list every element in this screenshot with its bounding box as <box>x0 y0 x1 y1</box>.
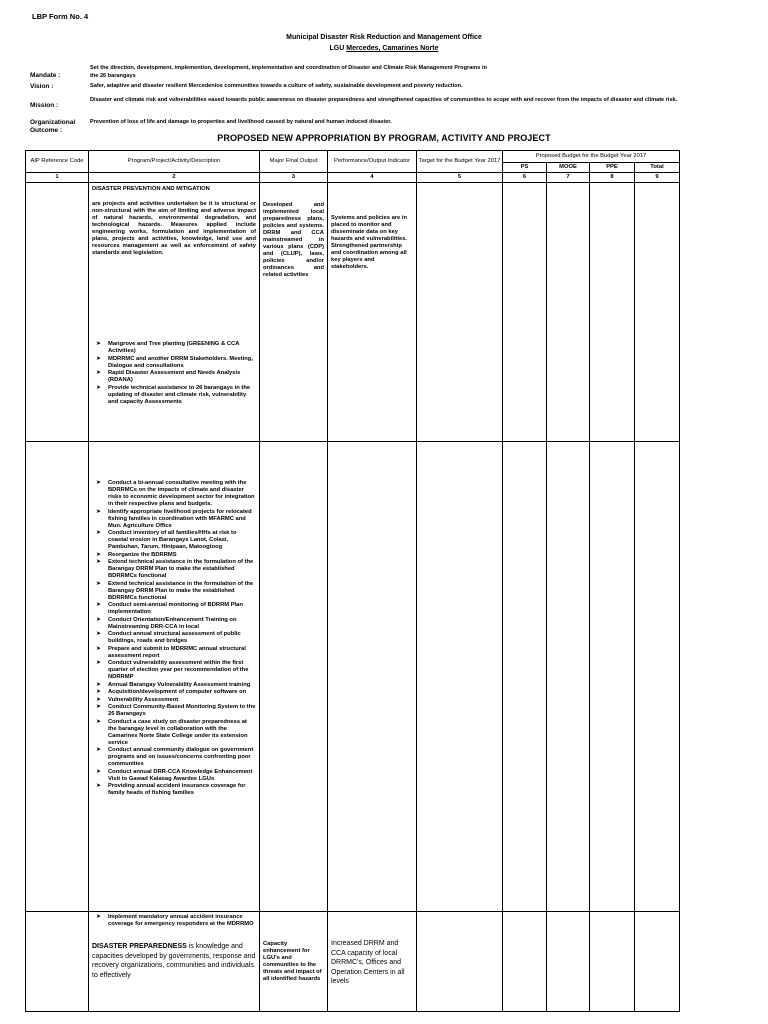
section-description: are projects and activities undertaken be it is structural or non-structural with the aim of limiting and adverse impact of natural hazards, environmental degradation, and technological hazards. Measures applied include engineering works, formulation and implementation of plans, projects and activities, knowledge, land use and resources management as well as enforcement of safety standards and legislation. <box>92 201 256 256</box>
major-output-cell <box>260 442 328 912</box>
total-cell <box>635 442 680 912</box>
arrow-bullet-icon: ➤ <box>96 914 102 920</box>
total-cell <box>635 183 680 442</box>
table-row <box>26 912 680 1012</box>
list-item: ➤ Conduct annual structural assessment of public buildings, roads and bridges <box>96 631 241 644</box>
header-major-output: Major Final Output <box>260 151 328 173</box>
header-total: Total <box>635 163 680 173</box>
list-item: ➤ Annual Barangay Vulnerability Assessment training <box>96 681 251 688</box>
col-number: 9 <box>635 173 680 183</box>
arrow-bullet-icon: ➤ <box>96 783 102 789</box>
indicator-cell: Increased DRRM and CCA capacity of local DRRMC's, Offices and Operation Centers in all levels <box>328 912 417 1012</box>
office-name: Municipal Disaster Risk Reduction and Management Office <box>286 34 482 41</box>
table-row <box>26 183 680 442</box>
list-item: ➤ Extend technical assistance in the formulation of the Barangay DRRM Plan to make the established BDRRMCs functional <box>96 559 254 579</box>
arrow-bullet-icon: ➤ <box>96 370 102 376</box>
list-item: ➤ Provide technical assistance to 26 barangays in the updating of disaster and climate risk, vulnerability and capacity Assessments <box>96 384 251 405</box>
col-number: 7 <box>547 173 590 183</box>
outcome-label-line1: Organizational <box>30 119 76 126</box>
outcome-label-line2: Outcome : <box>30 127 63 134</box>
list-item: ➤ Conduct vulnerability assessment within the first quarter of election year per recommendation of the NDRRMP <box>96 660 249 680</box>
list-item: ➤ Providing annual accident insurance coverage for family heads of fishing families <box>96 783 246 796</box>
arrow-bullet-icon: ➤ <box>96 768 102 775</box>
header-mooe: MOOE <box>547 163 590 173</box>
program-cell <box>89 912 260 1012</box>
header-budget-group: Proposed Budget for the Budget Year 2017 <box>503 151 680 163</box>
arrow-bullet-icon: ➤ <box>96 559 102 565</box>
arrow-bullet-icon: ➤ <box>96 718 102 725</box>
arrow-bullet-icon: ➤ <box>96 384 102 391</box>
target-cell <box>417 183 503 442</box>
header-program: Program/Project/Activity/Description <box>89 151 260 173</box>
header-aip-code: AIP Reference Code <box>26 151 89 173</box>
major-output-cell: Developed and implemented local preparedness plans, policies and systems. DRRM and CCA mainstreamed in various plans (CDP) and (CLUP), laws, policies and/or ordinances and related activities <box>260 183 328 442</box>
program-cell <box>89 183 260 442</box>
list-item: ➤ Mangrove and Tree planting (GREENING & CCA Activities) <box>96 341 240 354</box>
total-cell <box>635 912 680 1012</box>
mandate-label: Mandate : <box>30 72 61 79</box>
list-item: ➤ Extend technical assistance in the formulation of the Barangay DRRM Plan to make the established BDRRMCs functional <box>96 580 254 601</box>
aip-code-cell <box>26 442 89 912</box>
arrow-bullet-icon: ➤ <box>96 631 102 637</box>
mooe-cell <box>547 442 590 912</box>
list-item: ➤ Identify appropriate livelihood projects for relocated fishing families in coordination with MFARMC and Mun. Agriculture Office <box>96 508 252 529</box>
mandate-text-line2: the 26 barangays <box>90 73 136 79</box>
activity-list <box>92 914 256 928</box>
target-cell <box>417 442 503 912</box>
arrow-bullet-icon: ➤ <box>96 704 102 710</box>
list-item: ➤ Conduct Community-Based Monitoring System to the 26 Barangays <box>96 704 256 717</box>
arrow-bullet-icon: ➤ <box>96 616 102 623</box>
arrow-bullet-icon: ➤ <box>96 580 102 587</box>
list-item: ➤ Conduct Orientation/Enhancement Training on Mainstreaming DRR-CCA in local <box>96 616 237 630</box>
mooe-cell <box>547 183 590 442</box>
preparedness-text: is knowledge and capacities developed by governments, response and recovery organizations, communities and individuals to effectively <box>92 943 256 979</box>
office-header <box>0 32 768 54</box>
column-number-row <box>26 173 680 183</box>
activity-list <box>92 341 256 406</box>
arrow-bullet-icon: ➤ <box>96 660 102 666</box>
ps-cell <box>503 183 547 442</box>
arrow-bullet-icon: ➤ <box>96 681 102 688</box>
vision-label: Vision : <box>30 83 54 90</box>
section-title: DISASTER PREVENTION AND MITIGATION <box>92 186 210 192</box>
col-number: 5 <box>417 173 503 183</box>
list-item: ➤ Rapid Disaster Assessment and Needs Analysis (RDANA) <box>96 370 241 383</box>
ppe-cell <box>590 183 635 442</box>
preparedness-description <box>92 942 256 980</box>
list-item: ➤ Implement mandatory annual accident insurance coverage for emergency responders at the MDRRMO <box>96 914 254 927</box>
arrow-bullet-icon: ➤ <box>96 696 102 703</box>
table-row <box>26 442 680 912</box>
mission-text: Disaster and climate risk and vulnerabilities eased towards public awareness on disaster preparedness and strengthened capacities of communities to scope with and recover from the impacts of disaster and climate risk. <box>90 97 678 103</box>
arrow-bullet-icon: ➤ <box>96 602 102 608</box>
arrow-bullet-icon: ➤ <box>96 530 102 536</box>
list-item: ➤ Vulnerability Assessment <box>96 696 179 703</box>
col-number: 6 <box>503 173 547 183</box>
ppe-cell <box>590 442 635 912</box>
ps-cell <box>503 442 547 912</box>
col-number: 3 <box>260 173 328 183</box>
arrow-bullet-icon: ➤ <box>96 480 102 486</box>
arrow-bullet-icon: ➤ <box>96 747 102 753</box>
ppe-cell <box>590 912 635 1012</box>
page-title: PROPOSED NEW APPROPRIATION BY PROGRAM, ACTIVITY AND PROJECT <box>217 133 551 143</box>
lgu-line <box>0 43 768 54</box>
form-number: LBP Form No. 4 <box>32 12 89 21</box>
aip-code-cell <box>26 912 89 1012</box>
target-cell <box>417 912 503 1012</box>
program-cell <box>89 442 260 912</box>
list-item: ➤ Conduct annual community dialogue on government programs and on issues/concerns confronting poor communities <box>96 747 254 767</box>
header-indicator: Performance/Output Indicator <box>328 151 417 173</box>
indicator-cell: Systems and policies are in placed to monitor and disseminate data on key hazards and vulnerabilities. Strengthened partnership and coordination among all key players and stakeholders. <box>328 183 417 442</box>
header-target: Target for the Budget Year 2017 <box>417 151 503 173</box>
lgu-prefix: LGU <box>329 45 345 52</box>
list-item: ➤ Conduct semi-annual monitoring of BDRRM Plan implementation <box>96 602 243 615</box>
arrow-bullet-icon: ➤ <box>96 508 102 515</box>
aip-code-cell <box>26 183 89 442</box>
activity-list <box>92 480 256 797</box>
arrow-bullet-icon: ➤ <box>96 689 102 695</box>
col-number: 2 <box>89 173 260 183</box>
arrow-bullet-icon: ➤ <box>96 645 102 652</box>
header-ps: PS <box>503 163 547 173</box>
list-item: ➤ Acquisition/development of computer software on <box>96 689 247 695</box>
arrow-bullet-icon: ➤ <box>96 341 102 347</box>
mandate-text-line1: Set the direction, development, implemention, development, implementation and coordination of Disaster and Climate Risk Management Programs in <box>90 65 487 71</box>
list-item: ➤ Conduct a case study on disaster preparedness at the barangay level in collaboration with the Camarines Norte State College under its extension service <box>96 718 248 746</box>
list-item: ➤ Conduct annual DRR-CCA Knowledge Enhancement Visit to Gawad Kalasag Awardee LGUs <box>96 768 253 782</box>
list-item: ➤ MDRRMC and another DRRM Stakeholders. Meeting, Dialogue and consultations <box>96 355 253 369</box>
mooe-cell <box>547 912 590 1012</box>
mission-label: Mission : <box>30 102 59 109</box>
indicator-cell <box>328 442 417 912</box>
list-item: ➤ Reorganize the BDRRMS <box>96 551 177 558</box>
vision-text: Safer, adaptive and disaster resilient Mercedenios communities towards a culture of safety, sustainable development and poverty reduction. <box>90 83 463 89</box>
list-item: ➤ Prepare and submit to MDRRMC annual structural assessment report <box>96 645 246 659</box>
lgu-name: Mercedes, Camarines Norte <box>346 45 439 52</box>
header-ppe: PPE <box>590 163 635 173</box>
preparedness-title: DISASTER PREPAREDNESS <box>92 943 187 950</box>
appropriation-table <box>25 150 680 1012</box>
outcome-text: Prevention of loss of life and damage to properties and livelihood caused by natural and human induced disaster. <box>90 119 392 125</box>
ps-cell <box>503 912 547 1012</box>
arrow-bullet-icon: ➤ <box>96 551 102 558</box>
list-item: ➤ Conduct a bi-annual consultative meeting with the BDRRMCs on the impacts of climate and disaster risks to economic development sector for integration in their respective plans and budgets. <box>96 480 255 507</box>
major-output-cell: Capacity enhancement for LGU's and communities to the threats and impact of all identified hazards <box>260 912 328 1012</box>
col-number: 1 <box>26 173 89 183</box>
list-item: ➤ Conduct inventory of all families/HHs at risk to coastal erosion in Barangays Lanot, Colasi, Pambuhan, Tarum, Hinipaan, Matoogtoog <box>96 530 237 550</box>
col-number: 8 <box>590 173 635 183</box>
arrow-bullet-icon: ➤ <box>96 355 102 362</box>
col-number: 4 <box>328 173 417 183</box>
